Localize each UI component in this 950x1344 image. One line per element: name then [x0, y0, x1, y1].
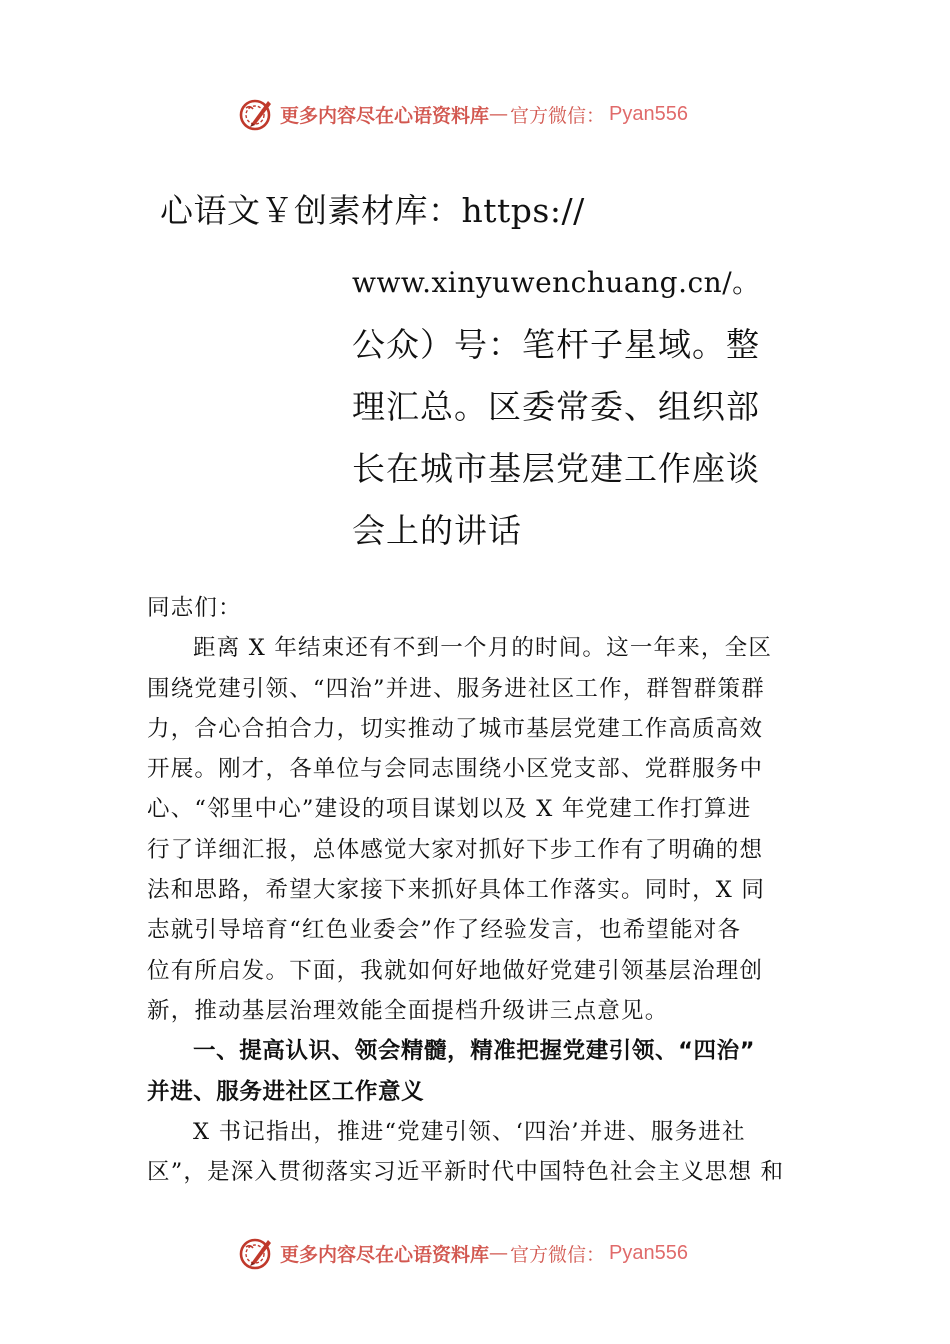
pen-logo-icon: [238, 1235, 274, 1271]
title-first-line: 心语文￥创素材库：https://: [160, 191, 585, 230]
banner-dash: —: [489, 1242, 509, 1264]
paragraph-line: 心、“邻里中心”建设的项目谋划以及 X 年党建工作打算进: [147, 796, 752, 823]
banner-wechat-id: Pyan556: [609, 102, 688, 125]
paragraph-line: 距离 X 年结束还有不到一个月的时间。这一年来，全区: [193, 635, 773, 662]
banner-wechat-id: Pyan556: [609, 1241, 688, 1264]
paragraph-line: X 书记指出，推进“党建引领、‘四治’并进、服务进社: [193, 1118, 746, 1145]
paragraph-line: 位有所启发。下面，我就如何好地做好党建引领基层治理创: [147, 957, 764, 984]
paragraph-line: 志就引导培育“红色业委会”作了经验发言，也希望能对各: [147, 917, 742, 944]
section-heading: 并进、服务进社区工作意义: [147, 1078, 425, 1105]
paragraph-line: 力，合心合拍合力，切实推动了城市基层党建工作高质高效: [147, 715, 764, 742]
pen-logo-icon: [238, 96, 274, 132]
title-line: 理汇总。区委常委、组织部: [352, 387, 760, 426]
paragraph-line: 区”，是深入贯彻落实习近平新时代中国特色社会主义思想 和: [147, 1159, 785, 1186]
paragraph-line: 法和思路，希望大家接下来抓好具体工作落实。同时，X 同: [147, 877, 766, 904]
title-line: www.xinyuwenchuang.cn/。: [352, 266, 761, 299]
paragraph-line: 行了详细汇报，总体感觉大家对抓好下步工作有了明确的想: [147, 836, 764, 863]
salutation: 同志们：: [147, 595, 242, 621]
banner-main-text: 更多内容尽在心语资料库: [280, 104, 490, 127]
banner-main-text: 更多内容尽在心语资料库: [280, 1243, 490, 1266]
banner-wechat-label: 官方微信：: [510, 104, 606, 127]
banner-dash: —: [489, 103, 509, 125]
paragraph-line: 开展。刚才，各单位与会同志围绕小区党支部、党群服务中: [147, 756, 764, 783]
footer-banner: [238, 1233, 758, 1273]
paragraph-line: 围绕党建引领、“四治”并进、服务进社区工作，群智群策群: [147, 675, 765, 702]
document-body: [147, 588, 827, 1192]
banner-wechat-label: 官方微信：: [510, 1243, 606, 1266]
title-line: 公众）号：笔杆子星域。整: [352, 325, 760, 364]
section-heading: 一、提高认识、领会精髓，精准把握党建引领、“四治”: [193, 1038, 756, 1065]
paragraph-line: 新，推动基层治理效能全面提档升级讲三点意见。: [147, 997, 669, 1024]
header-banner: [238, 94, 758, 134]
document-title: [352, 252, 792, 562]
title-line: 会上的讲话: [352, 511, 522, 550]
title-line: 长在城市基层党建工作座谈: [352, 449, 760, 488]
